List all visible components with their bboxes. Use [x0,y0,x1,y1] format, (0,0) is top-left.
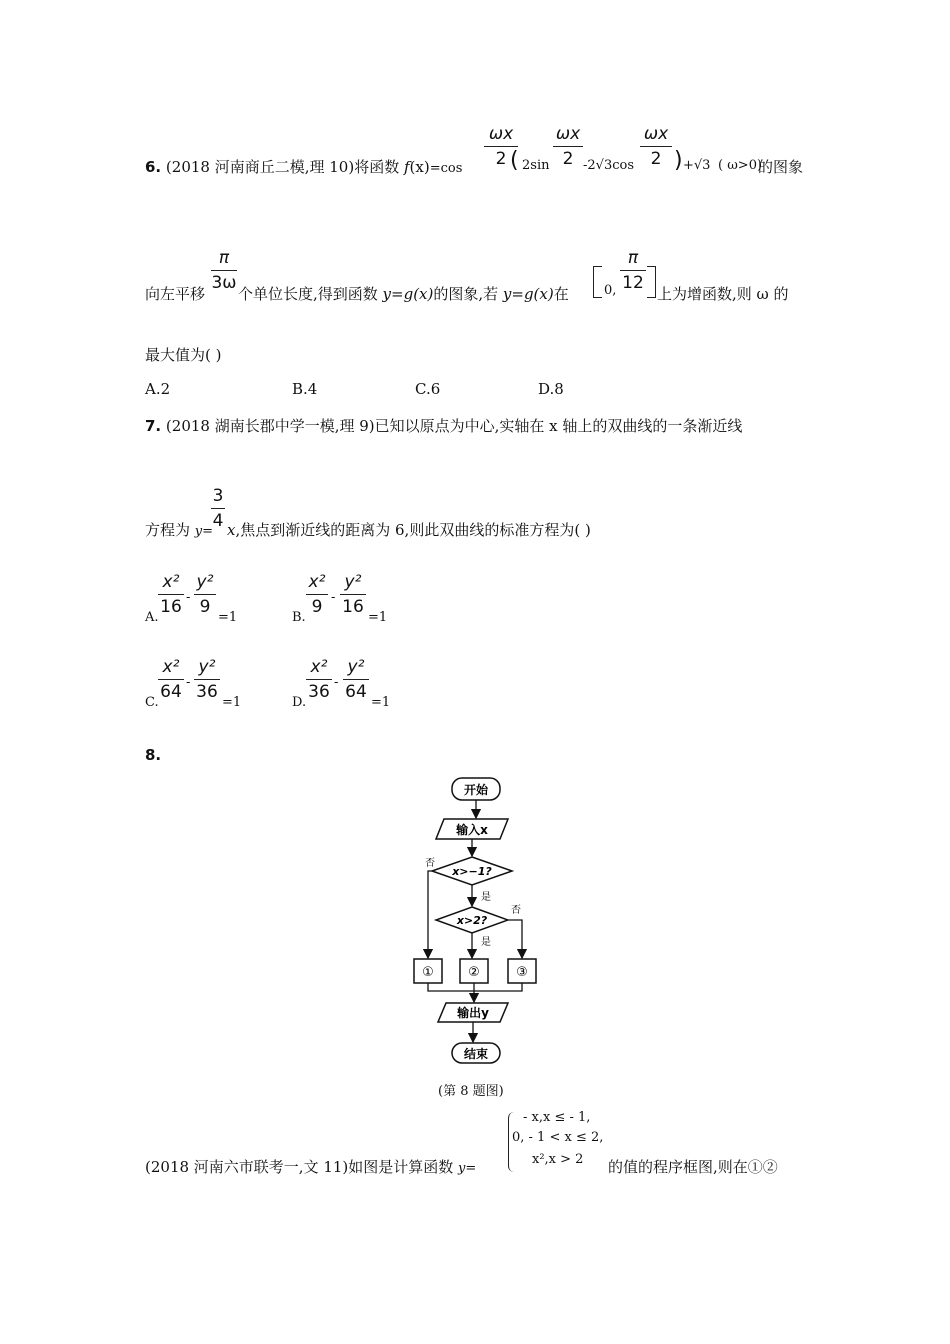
fraction-denominator: 9 [311,597,323,617]
flowchart-input: 输入x [456,823,488,837]
question-number: 8. [145,746,162,764]
math-expr: y=g(x) [382,285,434,303]
question-text: 方程为 [145,521,195,539]
equals-one: =1 [218,610,238,625]
fraction [620,248,646,293]
fraction [211,248,237,293]
fraction-numerator: 3 [212,486,224,506]
fraction-numerator: y² [344,572,362,592]
question-text: 的值的程序框图,则在①② [608,1158,778,1176]
math-expr: y= [194,524,214,539]
fraction [343,657,369,702]
question-text: 的图象 [758,158,804,176]
fraction-denominator: 36 [196,682,218,702]
math-var: f [403,158,410,176]
fraction [306,657,332,702]
question-text: 向左平移 [145,285,206,303]
option-c: C.6 [415,380,441,398]
fraction-numerator: ωx [643,124,669,144]
flowchart-box1: ① [422,965,434,980]
fraction-numerator: x² [162,572,180,592]
minus-sign: - [186,590,191,605]
math-text: +√3 [683,158,711,173]
question-text: 的图象,若 [433,285,503,303]
math-var: x [227,521,236,539]
flowchart-cond1: x>−1? [452,865,492,878]
flowchart-start: 开始 [463,783,489,797]
question-text: 个单位长度,得到函数 [238,285,383,303]
bracket-left [593,266,602,298]
fraction [211,486,225,531]
fraction-denominator: 64 [160,682,182,702]
flowchart-cond1-yes: 是 [481,892,491,903]
flowchart-cond2-no: 否 [511,905,521,916]
flowchart-cond2-yes: 是 [481,937,491,948]
math-text: -2√3cos [583,158,634,173]
fraction-numerator: π [218,248,230,268]
equals-one: =1 [371,695,391,710]
equals-one: =1 [222,695,242,710]
option-label: B. [292,610,306,625]
math-text: 0, [604,283,617,298]
flowchart-box2: ② [468,965,480,980]
minus-sign: - [334,675,339,690]
minus-sign: - [186,675,191,690]
fraction-numerator: y² [347,657,365,677]
question-text: 上为增函数,则 ω 的 [657,285,789,303]
fraction-denominator: 36 [308,682,330,702]
fraction-denominator: 4 [212,511,224,531]
bracket-right [647,266,656,298]
fraction-numerator: x² [310,657,328,677]
flowchart-cond1-no: 否 [425,858,435,869]
option-label: A. [145,610,159,625]
fraction-denominator: 64 [345,682,367,702]
math-text: 2sin [522,158,550,173]
fraction-denominator: 2 [650,149,662,169]
fraction [553,124,583,169]
option-d: D.8 [538,380,564,398]
fraction-numerator: y² [196,572,214,592]
piecewise-case-3: x²,x > 2 [532,1152,584,1167]
equals-one: =1 [368,610,388,625]
question-text: (2018 河南六市联考一,文 11)如图是计算函数 [145,1158,459,1176]
option-label: C. [145,695,159,710]
question-text: 将函数 [354,158,404,176]
fraction-denominator: 16 [342,597,364,617]
fraction [158,657,184,702]
fraction-denominator: 3ω [211,273,237,293]
question-text: 在 [553,285,569,303]
option-label: D. [292,695,307,710]
question-text: (2018 湖南长郡中学一模,理 9)已知以原点为中心,实轴在 x 轴上的双曲线的一条渐近线 [165,417,743,435]
paren-open: ( [510,148,519,173]
fraction-denominator: 2 [562,149,574,169]
fraction-numerator: ωx [555,124,581,144]
fraction [194,572,216,617]
fraction [306,572,328,617]
fraction [340,572,366,617]
math-expr: y=g(x) [502,285,554,303]
question-number: 6. [145,158,162,176]
fraction [158,572,184,617]
piecewise-case-2: 0, - 1 < x ≤ 2, [512,1130,604,1145]
fraction-numerator: y² [198,657,216,677]
fraction [194,657,220,702]
paren-close: ) [674,148,683,173]
option-b: B.4 [292,380,318,398]
flowchart-box3: ③ [516,965,528,980]
fraction-numerator: ωx [488,124,514,144]
flowchart-end: 结束 [463,1047,489,1061]
flowchart [400,770,550,1070]
fraction-denominator: 2 [495,149,507,169]
minus-sign: - [331,590,336,605]
option-a: A.2 [145,380,171,398]
math-arg: (x) [409,158,430,176]
question-text: ,焦点到渐近线的距离为 6,则此双曲线的标准方程为( ) [235,521,591,539]
fraction-numerator: x² [162,657,180,677]
figure-caption: (第 8 题图) [438,1084,504,1099]
fraction-numerator: x² [308,572,326,592]
fraction-denominator: 12 [622,273,644,293]
math-expr: y= [458,1161,477,1176]
question-number: 7. [145,417,162,435]
fraction-numerator: π [627,248,639,268]
fraction-denominator: 9 [199,597,211,617]
fraction [640,124,672,169]
math-text: ( ω>0) [718,158,763,173]
fraction-denominator: 16 [160,597,182,617]
flowchart-cond2: x>2? [456,914,488,927]
question-source: (2018 河南商丘二模,理 10) [165,158,355,176]
question-text: 最大值为( ) [145,346,222,364]
flowchart-output: 输出y [457,1006,489,1020]
math-text: =cos [429,161,463,176]
piecewise-case-1: - x,x ≤ - 1, [523,1110,591,1125]
